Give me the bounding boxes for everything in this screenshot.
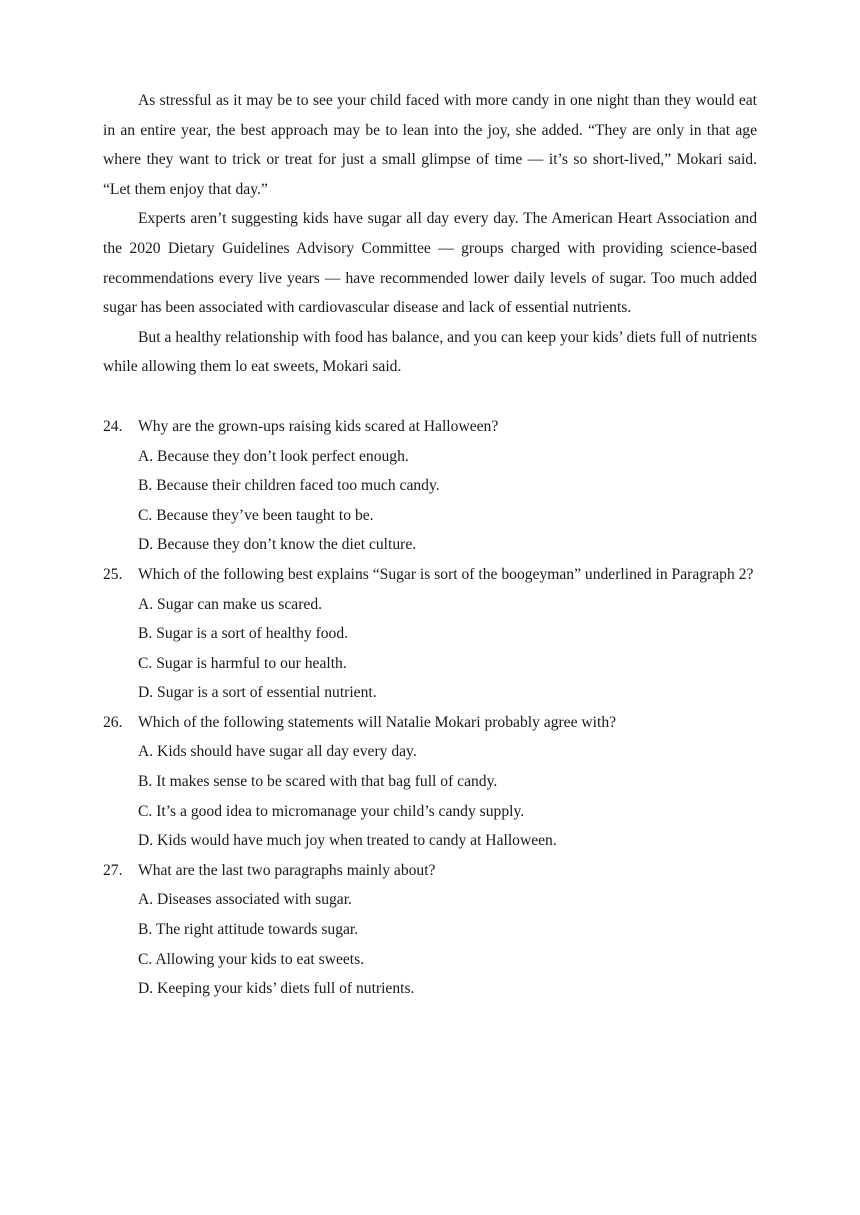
question-stem: What are the last two paragraphs mainly about?	[138, 861, 436, 879]
question-stem: Which of the following best explains “Sugar is sort of the boogeyman” underlined in Paragraph 2?	[138, 565, 754, 583]
option-b: B. Sugar is a sort of healthy food.	[138, 625, 349, 643]
option-c: C. Because they’ve been taught to be.	[138, 506, 374, 524]
option-a: A. Sugar can make us scared.	[138, 595, 323, 613]
option-d: D. Because they don’t know the diet culture.	[138, 536, 417, 554]
option-a: A. Kids should have sugar all day every day.	[138, 743, 417, 761]
option-d: D. Keeping your kids’ diets full of nutrients.	[138, 980, 415, 998]
passage-paragraph: As stressful as it may be to see your child faced with more candy in one night than they would eat in an entire year, the best approach may be to lean into the joy, she added. “They are only in that age where they want to trick or treat for just a small glimpse of time — it’s so short-lived,” Mokari said. “Let them enjoy that day.”	[103, 92, 757, 198]
question-24	[103, 412, 757, 560]
option-b: B. The right attitude towards sugar.	[138, 921, 359, 939]
passage-paragraph: But a healthy relationship with food has balance, and you can keep your kids’ diets full of nutrients while allowing them lo eat sweets, Mokari said.	[103, 328, 757, 376]
question-number: 25.	[103, 565, 123, 583]
passage-paragraph: Experts aren’t suggesting kids have sugar all day every day. The American Heart Association and the 2020 Dietary Guidelines Advisory Committee — groups charged with providing science-based recommendations every live years — have recommended lower daily levels of sugar. Too much added sugar has been associated with cardiovascular disease and lack of essential nutrients.	[103, 210, 757, 317]
question-number: 27.	[103, 861, 123, 879]
option-c: C. Sugar is harmful to our health.	[138, 654, 347, 672]
question-25	[103, 560, 757, 708]
option-c: C. It’s a good idea to micromanage your child’s candy supply.	[138, 802, 525, 820]
option-d: D. Kids would have much joy when treated to candy at Halloween.	[138, 832, 557, 850]
document-page	[103, 86, 757, 1004]
question-number: 26.	[103, 713, 123, 731]
question-number: 24.	[103, 417, 123, 435]
option-a: A. Because they don’t look perfect enough.	[138, 447, 409, 465]
question-list	[103, 412, 757, 1004]
option-a: A. Diseases associated with sugar.	[138, 891, 352, 909]
section-gap	[103, 382, 757, 412]
option-c: C. Allowing your kids to eat sweets.	[138, 950, 365, 968]
reading-passage	[103, 86, 757, 382]
question-27	[103, 856, 757, 1004]
option-b: B. It makes sense to be scared with that bag full of candy.	[138, 773, 498, 791]
question-stem: Which of the following statements will Natalie Mokari probably agree with?	[138, 713, 617, 731]
option-d: D. Sugar is a sort of essential nutrient.	[138, 684, 377, 702]
option-b: B. Because their children faced too much candy.	[138, 477, 440, 495]
question-stem: Why are the grown-ups raising kids scared at Halloween?	[138, 417, 499, 435]
question-26	[103, 708, 757, 856]
